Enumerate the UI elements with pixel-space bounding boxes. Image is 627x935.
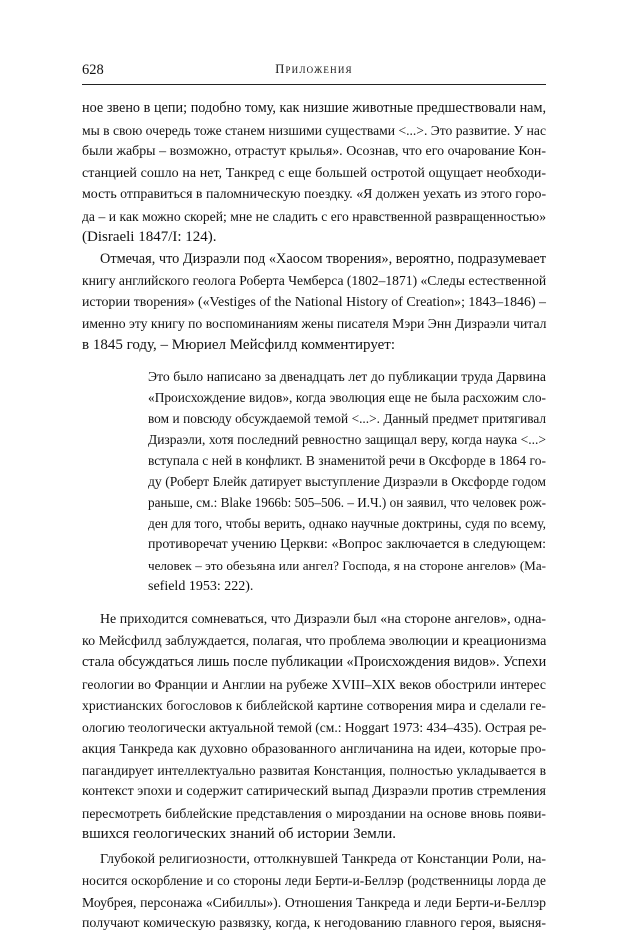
text-line: в 1845 году, – Мюриел Мейсфилд комментирует: bbox=[82, 336, 396, 353]
text-line: истории творения» («Vestiges of the National History of Creation»; 1843–1846) – bbox=[82, 294, 546, 310]
text-line: контекст эпохи и содержит сатирический выпад Дизраэли против стремления bbox=[82, 784, 546, 799]
quote-line: «Происхождение видов», когда эволюция еще не была расхожим сло- bbox=[148, 390, 546, 405]
block-quote bbox=[148, 366, 546, 597]
text-line: носится оскорбление и со стороны леди Берти-и-Беллэр (родственницы лорда де bbox=[82, 873, 546, 888]
text-line: вшихся геологических знаний об истории Земли. bbox=[82, 826, 397, 842]
quote-line: sefield 1953: 222). bbox=[148, 579, 254, 594]
paragraph-3 bbox=[82, 609, 546, 846]
text-line: ное звено в цепи; подобно тому, как низшие животные предшествовали нам, bbox=[82, 100, 546, 116]
quote-line: человек – это обезьяна или ангел? Господа, я на стороне ангелов» (Ma- bbox=[148, 558, 546, 573]
text-line: были жабры – возможно, отрастут крылья». Осознав, что его очарование Кон- bbox=[82, 144, 546, 159]
text-line: (Disraeli 1847/I: 124). bbox=[82, 229, 217, 245]
text-line: Не приходится сомневаться, что Дизраэли был «на стороне ангелов», одна- bbox=[100, 612, 546, 627]
paragraph-4 bbox=[82, 849, 546, 935]
text-line: Глубокой религиозности, оттолкнувшей Танкреда от Констанции Роли, на- bbox=[100, 851, 546, 867]
text-line: станцией сошло на нет, Танкред с еще большей остротой ощущает необходи- bbox=[82, 165, 546, 181]
text-line: ологию теологически актуальной темой (см.: Hoggart 1973: 434–435). Острая ре- bbox=[82, 719, 547, 735]
header-rule bbox=[82, 84, 546, 85]
quote-line: противоречат учению Церкви: «Вопрос заключается в следующем: bbox=[148, 537, 546, 552]
text-line: да – и как можно скорей; мне не сладить с его нравственной развращенностью» bbox=[82, 208, 546, 224]
text-line: стала обсуждаться лишь после публикации «Происхождения видов». Успехи bbox=[82, 654, 547, 670]
running-head: Приложения bbox=[275, 62, 353, 76]
quote-line: вом и повсюду обсуждаемой темой <...>. Данный предмет притягивал bbox=[148, 411, 546, 426]
text-line: мость отправиться в паломническую поездку. «Я должен уехать из этого горо- bbox=[82, 187, 547, 202]
text-line: геологии во Франции и Англии на рубеже XVIII–XIX веков обострили интерес bbox=[82, 676, 546, 692]
quote-line: Это было написано за двенадцать лет до публикации труда Дарвина bbox=[148, 369, 546, 384]
text-line: акция Танкреда как духовно образованного англичанина на идеи, которые про- bbox=[82, 741, 546, 756]
text-line: пагандирует интеллектуально развитая Констанция, полностью укладывается в bbox=[82, 762, 546, 778]
text-line: именно эту книгу по воспоминаниям жены писателя Мэри Энн Дизраэли читал bbox=[82, 316, 547, 331]
text-line: Отмечая, что Дизраэли под «Хаосом творения», вероятно, подразумевает bbox=[100, 250, 546, 267]
text-line: получают комическую развязку, когда, к негодованию главного героя, выясня- bbox=[82, 916, 546, 931]
body-text bbox=[82, 98, 546, 935]
quote-line: ду (Роберт Блейк датирует выступление Дизраэли в Оксфорде годом bbox=[148, 474, 546, 489]
text-line: книгу английского геолога Роберта Чемберса (1802–1871) «Следы естественной bbox=[82, 273, 547, 288]
paragraph-2 bbox=[82, 249, 546, 357]
text-line: мы в свою очередь тоже станем низшими существами <...>. Это развитие. У нас bbox=[82, 122, 546, 138]
text-line: пересмотреть библейские представления о мироздании на основе вновь появи- bbox=[82, 805, 546, 821]
text-line: Моубрея, персонажа «Сибиллы»). Отношения Танкреда и леди Берти-и-Беллэр bbox=[82, 894, 546, 910]
quote-line: раньше, см.: Blake 1966b: 505–506. – И.Ч.) он заявил, что человек рож- bbox=[148, 495, 546, 510]
text-line: христианских богословов к библейской картине сотворения мира и сделали ге- bbox=[82, 698, 546, 713]
quote-line: Дизраэли, хотя последний ревностно защищал веру, когда наука <...> bbox=[148, 432, 546, 447]
paragraph-1 bbox=[82, 98, 546, 249]
text-line: ко Мейсфилд заблуждается, полагая, что проблема эволюции и креационизма bbox=[82, 633, 547, 649]
page-header bbox=[82, 62, 546, 82]
quote-line: ден для того, чтобы верить, однако научные доктрины, судя по всему, bbox=[148, 516, 546, 531]
page-number: 628 bbox=[82, 62, 104, 78]
quote-line: вступала с ней в конфликт. В знаменитой речи в Оксфорде в 1864 го- bbox=[148, 453, 546, 468]
